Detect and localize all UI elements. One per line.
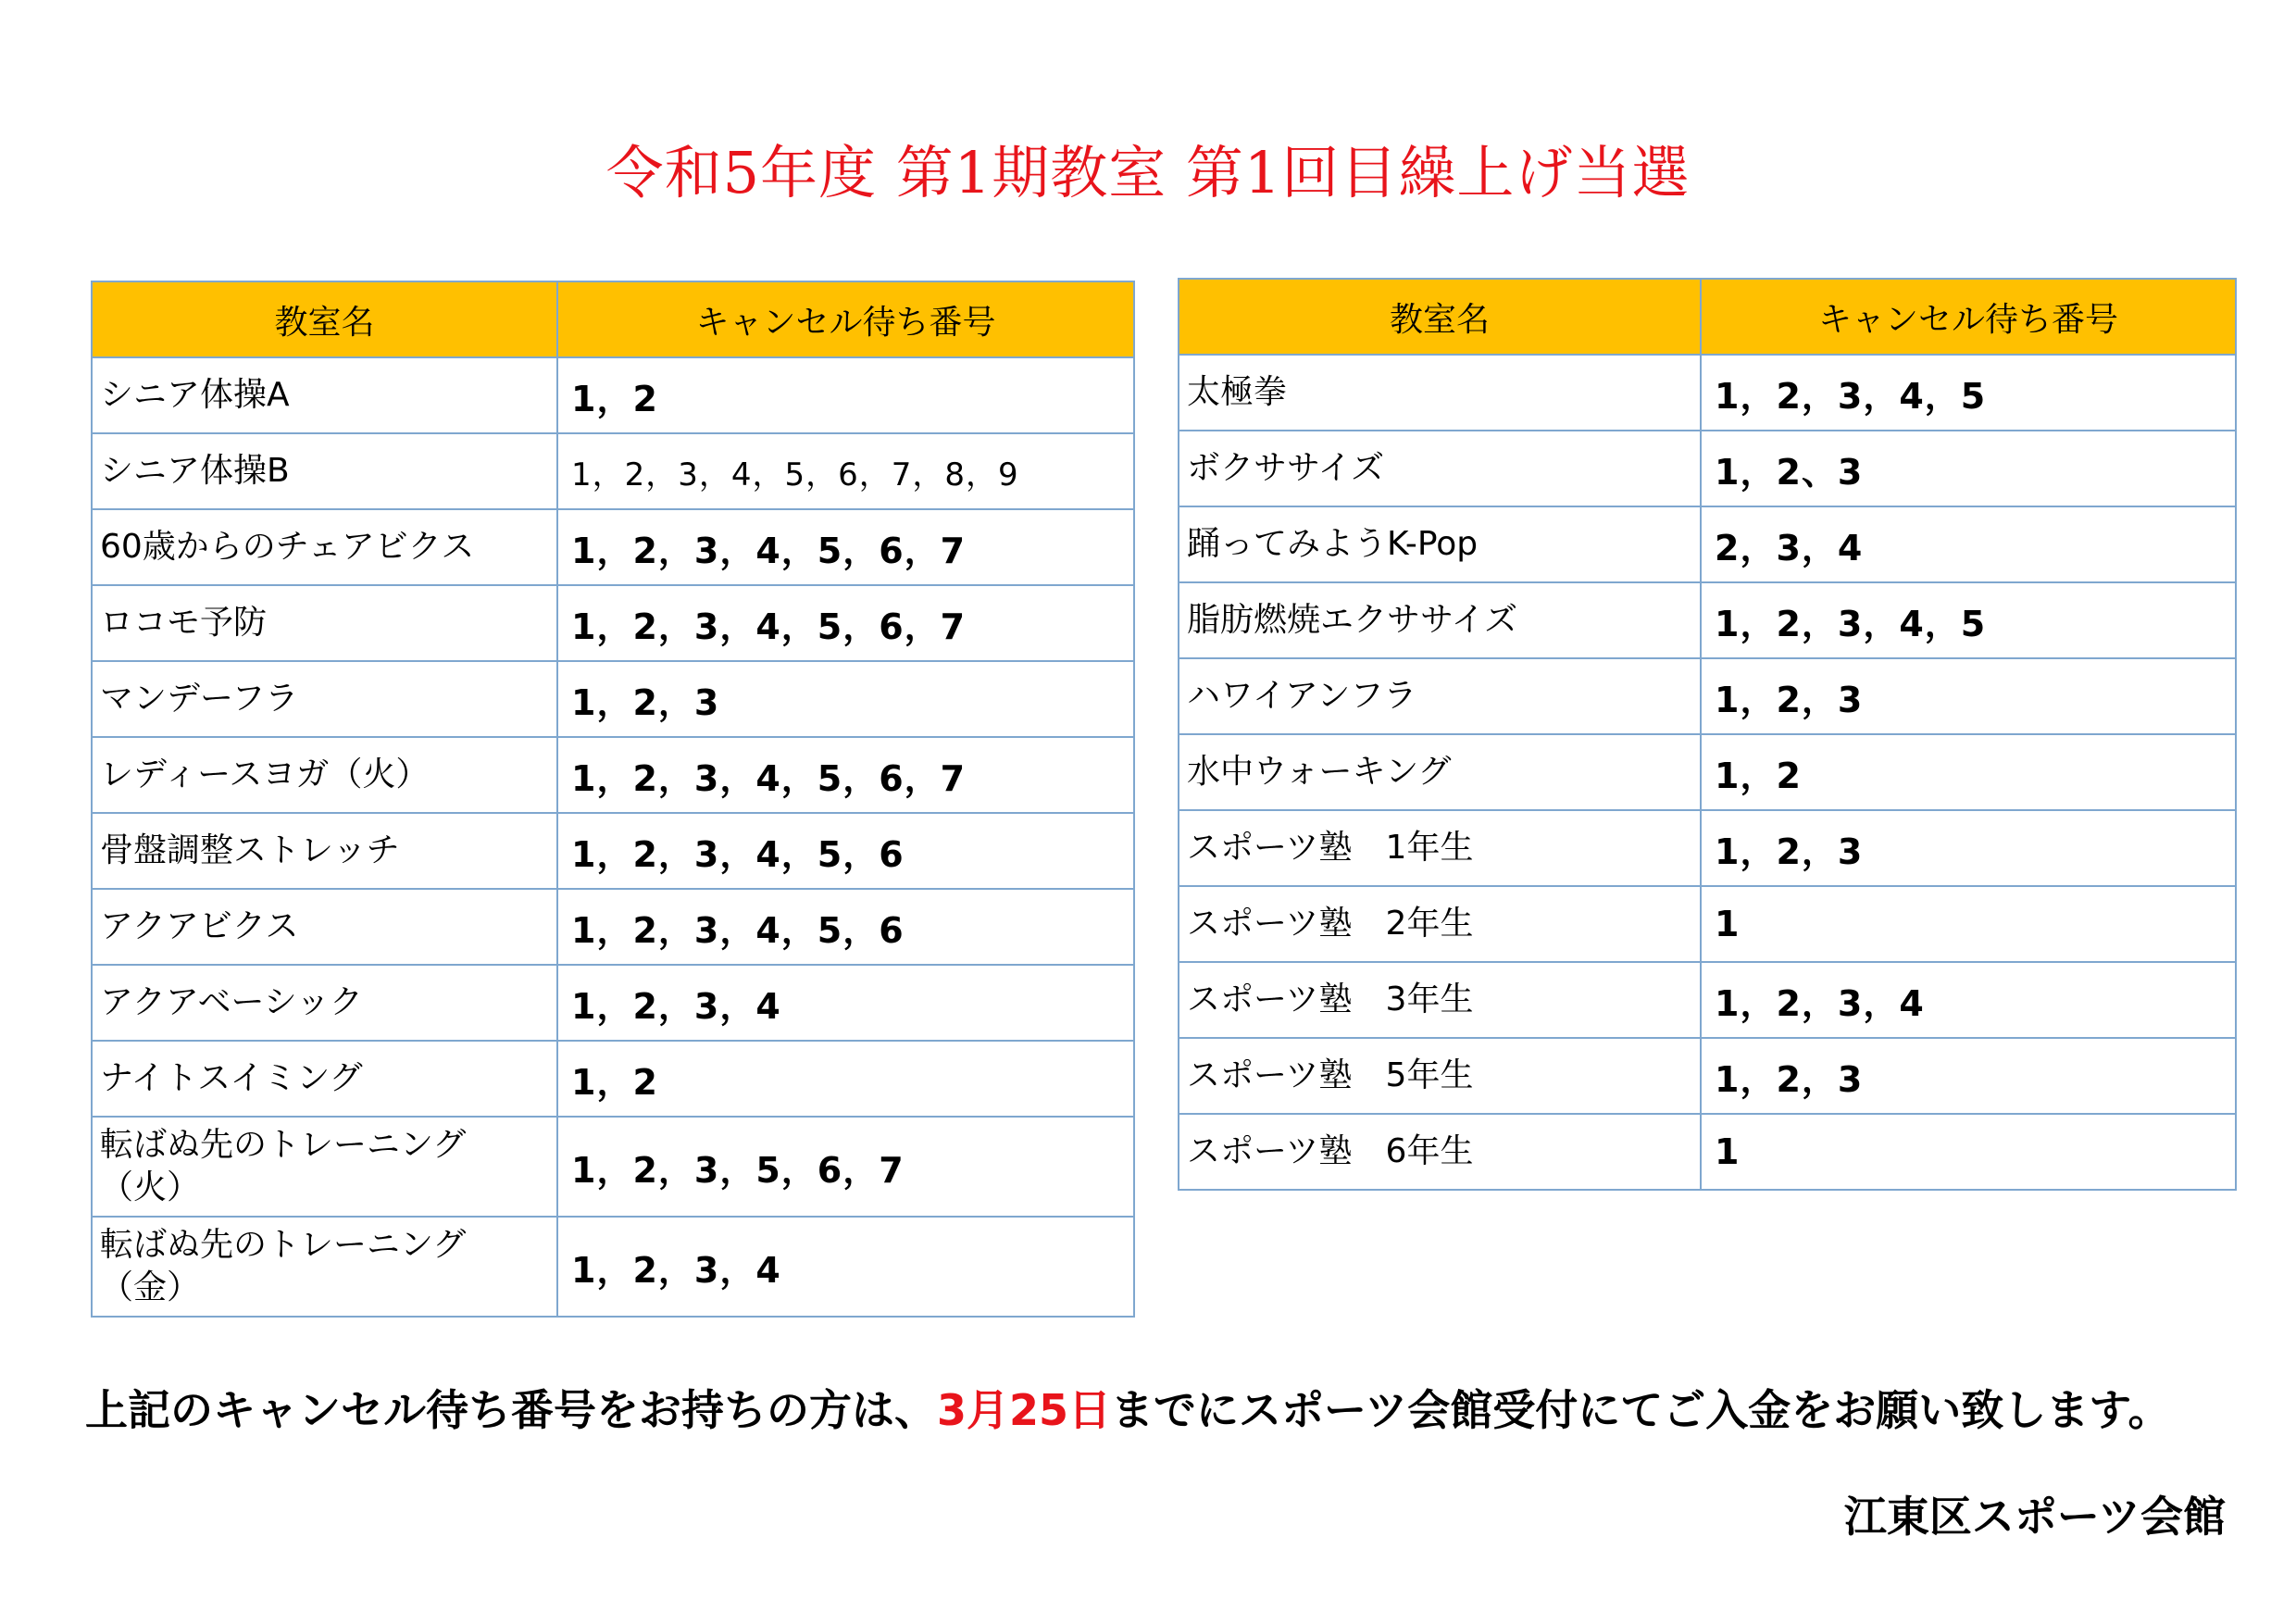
- class-name: スポーツ塾 5年生: [1179, 1038, 1701, 1114]
- waitlist-numbers: 1，2，3，4，5: [1701, 355, 2236, 431]
- class-name-header: 教室名: [1179, 279, 1701, 355]
- table-row: [1179, 886, 2236, 962]
- waitlist-numbers: 1，2，3，4，5，6: [557, 889, 1134, 965]
- waitlist-numbers: 1，2、3: [1701, 431, 2236, 506]
- table-row: [1179, 810, 2236, 886]
- class-name: スポーツ塾 1年生: [1179, 810, 1701, 886]
- class-name: ボクササイズ: [1179, 431, 1701, 506]
- waitlist-numbers: 1，2，3，4，5，6: [557, 813, 1134, 889]
- class-name: 踊ってみようK-Pop: [1179, 506, 1701, 582]
- class-name: マンデーフラ: [92, 661, 557, 737]
- payment-notice: [85, 1378, 2233, 1443]
- notice-text-after: までにスポーツ会館受付にてご入金をお願い致します。: [1111, 1385, 2171, 1435]
- table-row: [1179, 658, 2236, 734]
- waitlist-table-right: [1178, 278, 2237, 1191]
- waitlist-numbers: 1，2，3，4，5: [1701, 582, 2236, 658]
- table-row: [92, 433, 1134, 509]
- class-name: アクアビクス: [92, 889, 557, 965]
- class-name: ナイトスイミング: [92, 1041, 557, 1117]
- waitlist-numbers: 1，2: [557, 1041, 1134, 1117]
- organization-name: 江東区スポーツ会館: [1843, 1492, 2226, 1542]
- table-row: [92, 585, 1134, 661]
- table-row: [1179, 355, 2236, 431]
- waitlist-numbers: 1，2，3，4，5，6，7，8，9: [557, 433, 1134, 509]
- class-name: スポーツ塾 3年生: [1179, 962, 1701, 1038]
- class-name: ハワイアンフラ: [1179, 658, 1701, 734]
- class-name: シニア体操A: [92, 357, 557, 433]
- class-name: レディースヨガ（火）: [92, 737, 557, 813]
- class-name: 水中ウォーキング: [1179, 734, 1701, 810]
- waitlist-numbers: 1，2，3: [1701, 1038, 2236, 1114]
- class-name: アクアベーシック: [92, 965, 557, 1041]
- class-name: スポーツ塾 2年生: [1179, 886, 1701, 962]
- table-row: [1179, 1038, 2236, 1114]
- payment-deadline: 3月25日: [937, 1385, 1112, 1435]
- notice-text-before: 上記のキャンセル待ち番号をお持ちの方は、: [85, 1385, 937, 1435]
- class-name: 転ばぬ先のトレーニング（金）: [92, 1217, 557, 1317]
- waitlist-numbers: 1，2，3，4，5，6，7: [557, 509, 1134, 585]
- class-name: シニア体操B: [92, 433, 557, 509]
- waitlist-numbers-header: キャンセル待ち番号: [557, 281, 1134, 357]
- class-name: 脂肪燃焼エクササイズ: [1179, 582, 1701, 658]
- waitlist-numbers: 1，2: [557, 357, 1134, 433]
- table-row: [1179, 582, 2236, 658]
- table-row: [92, 661, 1134, 737]
- table-row: [1179, 431, 2236, 506]
- table-row: [92, 965, 1134, 1041]
- table-row: [92, 1041, 1134, 1117]
- table-row: [1179, 734, 2236, 810]
- waitlist-numbers: 1，2，3，4: [1701, 962, 2236, 1038]
- table-row: [92, 1217, 1134, 1317]
- waitlist-numbers: 1，2，3，4: [557, 965, 1134, 1041]
- waitlist-numbers: 1，2，3: [1701, 810, 2236, 886]
- class-name: 転ばぬ先のトレーニング（火）: [92, 1117, 557, 1217]
- waitlist-numbers: 1，2，3: [1701, 658, 2236, 734]
- class-name: スポーツ塾 6年生: [1179, 1114, 1701, 1190]
- table-row: [92, 813, 1134, 889]
- table-row: [1179, 962, 2236, 1038]
- table-row: [1179, 1114, 2236, 1190]
- class-name: 太極拳: [1179, 355, 1701, 431]
- waitlist-numbers: 1: [1701, 886, 2236, 962]
- waitlist-numbers-header: キャンセル待ち番号: [1701, 279, 2236, 355]
- waitlist-numbers: 1，2，3，4，5，6，7: [557, 737, 1134, 813]
- table-row: [92, 1117, 1134, 1217]
- waitlist-numbers: 1，2: [1701, 734, 2236, 810]
- class-name: 60歳からのチェアビクス: [92, 509, 557, 585]
- table-row: [92, 737, 1134, 813]
- table-row: [92, 889, 1134, 965]
- page-title: 令和5年度 第1期教室 第1回目繰上げ当選: [605, 139, 1691, 206]
- class-name: ロコモ予防: [92, 585, 557, 661]
- table-row: [92, 357, 1134, 433]
- class-name: 骨盤調整ストレッチ: [92, 813, 557, 889]
- table-row: [92, 509, 1134, 585]
- class-name-header: 教室名: [92, 281, 557, 357]
- waitlist-numbers: 2，3，4: [1701, 506, 2236, 582]
- waitlist-numbers: 1: [1701, 1114, 2236, 1190]
- table-row: [1179, 506, 2236, 582]
- waitlist-numbers: 1，2，3，4: [557, 1217, 1134, 1317]
- waitlist-numbers: 1，2，3，4，5，6，7: [557, 585, 1134, 661]
- waitlist-table-left: [91, 281, 1135, 1318]
- waitlist-numbers: 1，2，3: [557, 661, 1134, 737]
- waitlist-numbers: 1，2，3，5，6，7: [557, 1117, 1134, 1217]
